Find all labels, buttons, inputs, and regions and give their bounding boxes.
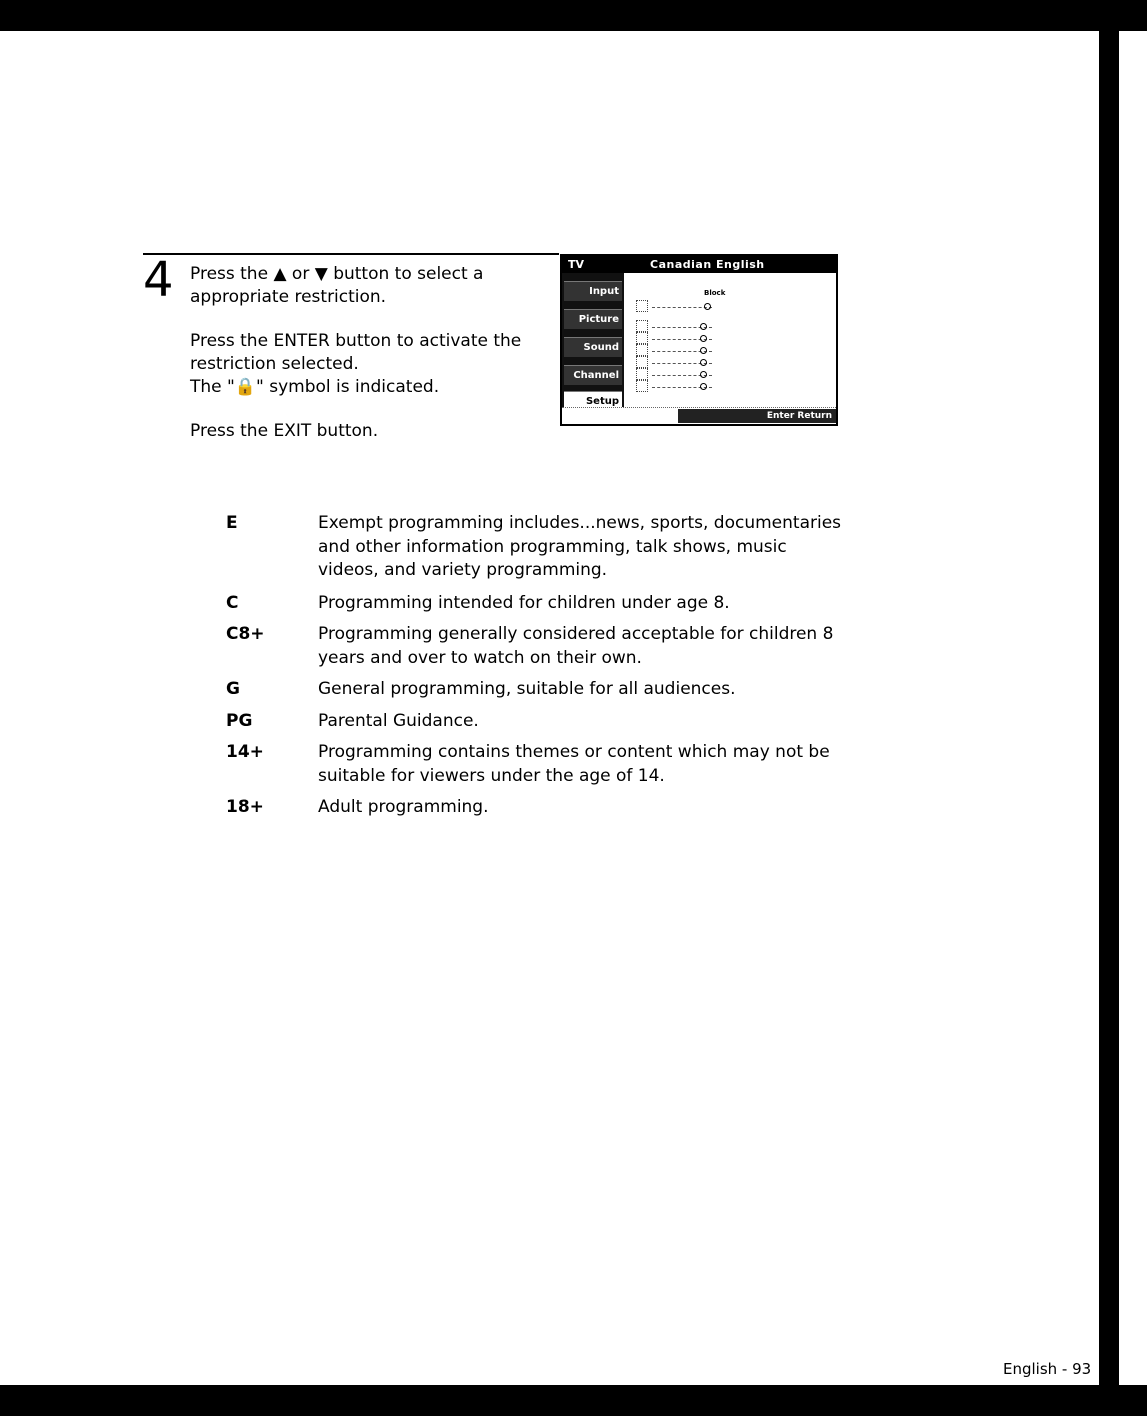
top-border (0, 0, 1147, 31)
rating-description: Programming contains themes or content which may not be suitable for viewers under the age of 14. (318, 742, 830, 786)
rating-description: Adult programming. (318, 797, 489, 817)
instruction-enter (190, 330, 550, 399)
rating-item-18plus (226, 796, 846, 820)
lock-icon (700, 347, 707, 354)
bottom-border (0, 1385, 1147, 1416)
rating-code: C8+ (226, 624, 265, 644)
rating-item-c (226, 592, 846, 616)
tv-menu-content (626, 275, 834, 409)
rating-description: Programming intended for children under age 8. (318, 592, 730, 613)
page-number: English - 93 (1003, 1360, 1092, 1378)
tv-menu-item-channel: Channel (564, 365, 622, 385)
lock-icon (700, 323, 707, 330)
instruction-symbol-text: The "🔒" symbol is indicated. (190, 377, 440, 397)
step-number: 4 (143, 252, 174, 308)
tv-rating-row (652, 305, 712, 308)
rating-item-c8plus (226, 623, 846, 670)
step-divider (143, 253, 559, 255)
lock-icon (700, 335, 707, 342)
rating-description: Programming generally considered acceptable for children 8 years and over to watch on their own. (318, 624, 834, 668)
rating-item-14plus (226, 741, 846, 788)
lock-icon (700, 383, 707, 390)
rating-description: Exempt programming includes...news, sports, documentaries and other information programming, talk shows, music videos, and variety programming. (318, 513, 842, 580)
rating-code: PG (226, 710, 253, 731)
tv-menu-title-bar (562, 256, 836, 273)
lock-icon (704, 303, 711, 310)
tv-menu-title: Canadian English (650, 258, 765, 271)
rating-code: C (226, 592, 239, 613)
instruction-enter-text: Press the ENTER button to activate the restriction selected. (190, 331, 522, 374)
rating-description: General programming, suitable for all audiences. (318, 679, 736, 699)
rating-code: G (226, 679, 240, 699)
tv-menu-footer-hint: Enter Return (678, 409, 836, 423)
tv-menu-footer (562, 407, 836, 424)
tv-menu-item-input: Input (564, 281, 622, 301)
rating-item-g (226, 678, 846, 702)
tv-menu-item-picture: Picture (564, 309, 622, 329)
rating-description: Parental Guidance. (318, 710, 479, 731)
rating-item-pg (226, 710, 846, 734)
ratings-list (226, 512, 846, 820)
rating-code: 18+ (226, 797, 264, 817)
tv-block-header: Block (704, 289, 726, 297)
tv-menu-item-setup: Setup (564, 391, 622, 411)
lock-icon (700, 359, 707, 366)
tv-menu-tag: TV (568, 258, 585, 271)
tv-menu-item-sound: Sound (564, 337, 622, 357)
tv-menu-sidebar (562, 273, 624, 412)
rating-item-e (226, 512, 846, 583)
rating-code: 14+ (226, 742, 264, 762)
lock-icon (700, 371, 707, 378)
instruction-select: Press the ▲ or ▼ button to select a appropriate restriction. (190, 264, 484, 307)
instruction-exit: Press the EXIT button. (190, 421, 379, 441)
rating-code: E (226, 513, 238, 533)
tv-menu-screenshot (560, 254, 838, 426)
right-border (1099, 0, 1119, 1385)
step-instructions (190, 263, 550, 464)
